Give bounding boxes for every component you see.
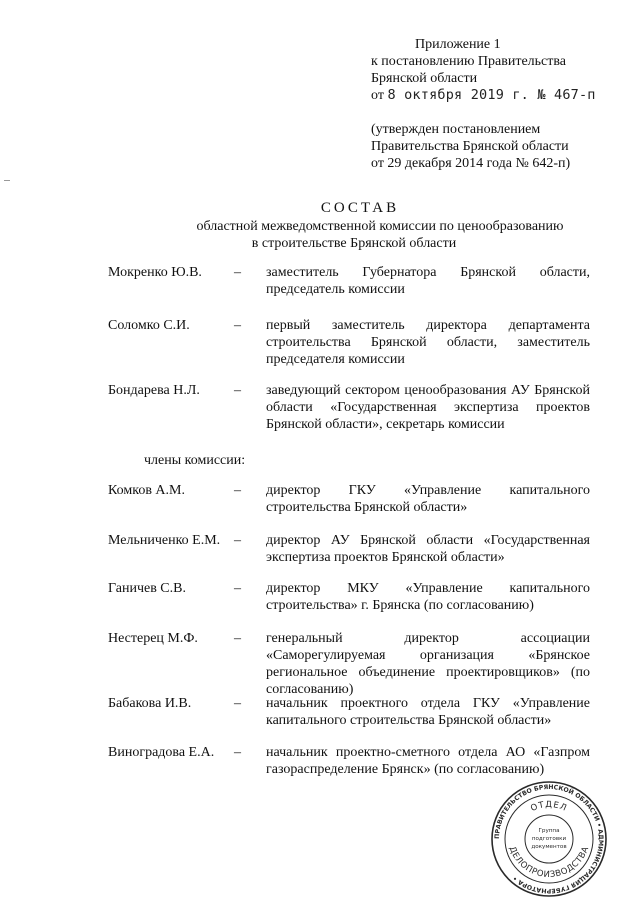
appendix-region: Брянской области xyxy=(371,71,478,86)
official-stamp xyxy=(490,780,608,898)
member-name: Мельниченко Е.М. xyxy=(108,533,221,548)
member-name: Комков А.М. xyxy=(108,483,185,498)
document-subtitle xyxy=(0,218,640,252)
member-name: Ганичев С.В. xyxy=(108,581,186,596)
approved-line-2: Правительства Брянской области xyxy=(371,139,569,154)
member-dash: – xyxy=(234,581,241,596)
member-dash: – xyxy=(234,696,241,711)
member-dash: – xyxy=(234,318,241,333)
appendix-header xyxy=(371,36,631,104)
appendix-decree-ref: к постановлению Правительства xyxy=(371,54,567,69)
appendix-date-typed: 8 октября 2019 г. № 467-п xyxy=(387,87,596,103)
title-subline-1: областной межведомственной комиссии по ценообразованию xyxy=(196,219,564,234)
member-name: Виноградова Е.А. xyxy=(108,745,215,760)
svg-text:документов: документов xyxy=(531,844,567,850)
member-role: директор АУ Брянской области «Государственная экспертиза проектов Брянской области» xyxy=(266,533,590,565)
svg-text:подготовки: подготовки xyxy=(531,836,567,842)
member-role: начальник проектно-сметного отдела АО «Газпром газораспределение Брянск» (по согласованию) xyxy=(266,745,590,777)
member-name: Бондарева Н.Л. xyxy=(108,383,200,398)
member-name: Бабакова И.В. xyxy=(108,696,192,711)
member-role: начальник проектного отдела ГКУ «Управление капитального строительства Брянской области» xyxy=(266,696,590,728)
approved-note xyxy=(371,121,631,172)
member-dash: – xyxy=(234,631,241,646)
member-dash: – xyxy=(234,533,241,548)
member-role: заведующий сектором ценообразования АУ Брянской области «Государственная экспертиза проектов Брянской области», секретарь комиссии xyxy=(266,383,590,432)
member-name: Нестерец М.Ф. xyxy=(108,631,198,646)
member-role: первый заместитель директора департамента строительства Брянской области, заместитель председателя комиссии xyxy=(266,318,590,367)
member-dash: – xyxy=(234,745,241,760)
member-dash: – xyxy=(234,383,241,398)
member-role: директор ГКУ «Управление капитального строительства Брянской области» xyxy=(266,483,590,515)
appendix-date-prefix: от xyxy=(371,88,384,103)
svg-text:Группа: Группа xyxy=(538,828,560,834)
svg-text:ДЕЛОПРОИЗВОДСТВА: ДЕЛОПРОИЗВОДСТВА xyxy=(506,845,592,881)
member-name: Соломко С.И. xyxy=(108,318,190,333)
member-role: заместитель Губернатора Брянской области, председатель комиссии xyxy=(266,265,590,297)
appendix-date-line xyxy=(371,87,631,104)
appendix-number: Приложение 1 xyxy=(415,37,501,52)
title-heading: СОСТАВ xyxy=(320,200,400,216)
approved-line-1: (утвержден постановлением xyxy=(371,122,541,137)
member-role: директор МКУ «Управление капитального строительства» г. Брянска (по согласованию) xyxy=(266,581,590,613)
approved-line-3: от 29 декабря 2014 года № 642-п) xyxy=(371,156,571,171)
member-role: генеральный директор ассоциации «Саморегулируемая организация «Брянское региональное объединение проектировщиков» (по согласованию) xyxy=(266,631,590,697)
member-dash: – xyxy=(234,265,241,280)
stamp-seal-icon xyxy=(490,780,608,898)
title-subline-2: в строительстве Брянской области xyxy=(251,236,457,251)
margin-mark xyxy=(4,180,10,181)
members-section-label: члены комиссии: xyxy=(144,453,246,468)
svg-text:ОТДЕЛ: ОТДЕЛ xyxy=(529,799,569,814)
document-title xyxy=(0,200,640,217)
svg-text:ПРАВИТЕЛЬСТВО БРЯНСКОЙ ОБЛАСТИ: ПРАВИТЕЛЬСТВО БРЯНСКОЙ ОБЛАСТИ • АДМИНИСТРАЦИЯ ГУБЕРНАТОРА • xyxy=(493,783,605,895)
member-dash: – xyxy=(234,483,241,498)
member-name: Мокренко Ю.В. xyxy=(108,265,202,280)
